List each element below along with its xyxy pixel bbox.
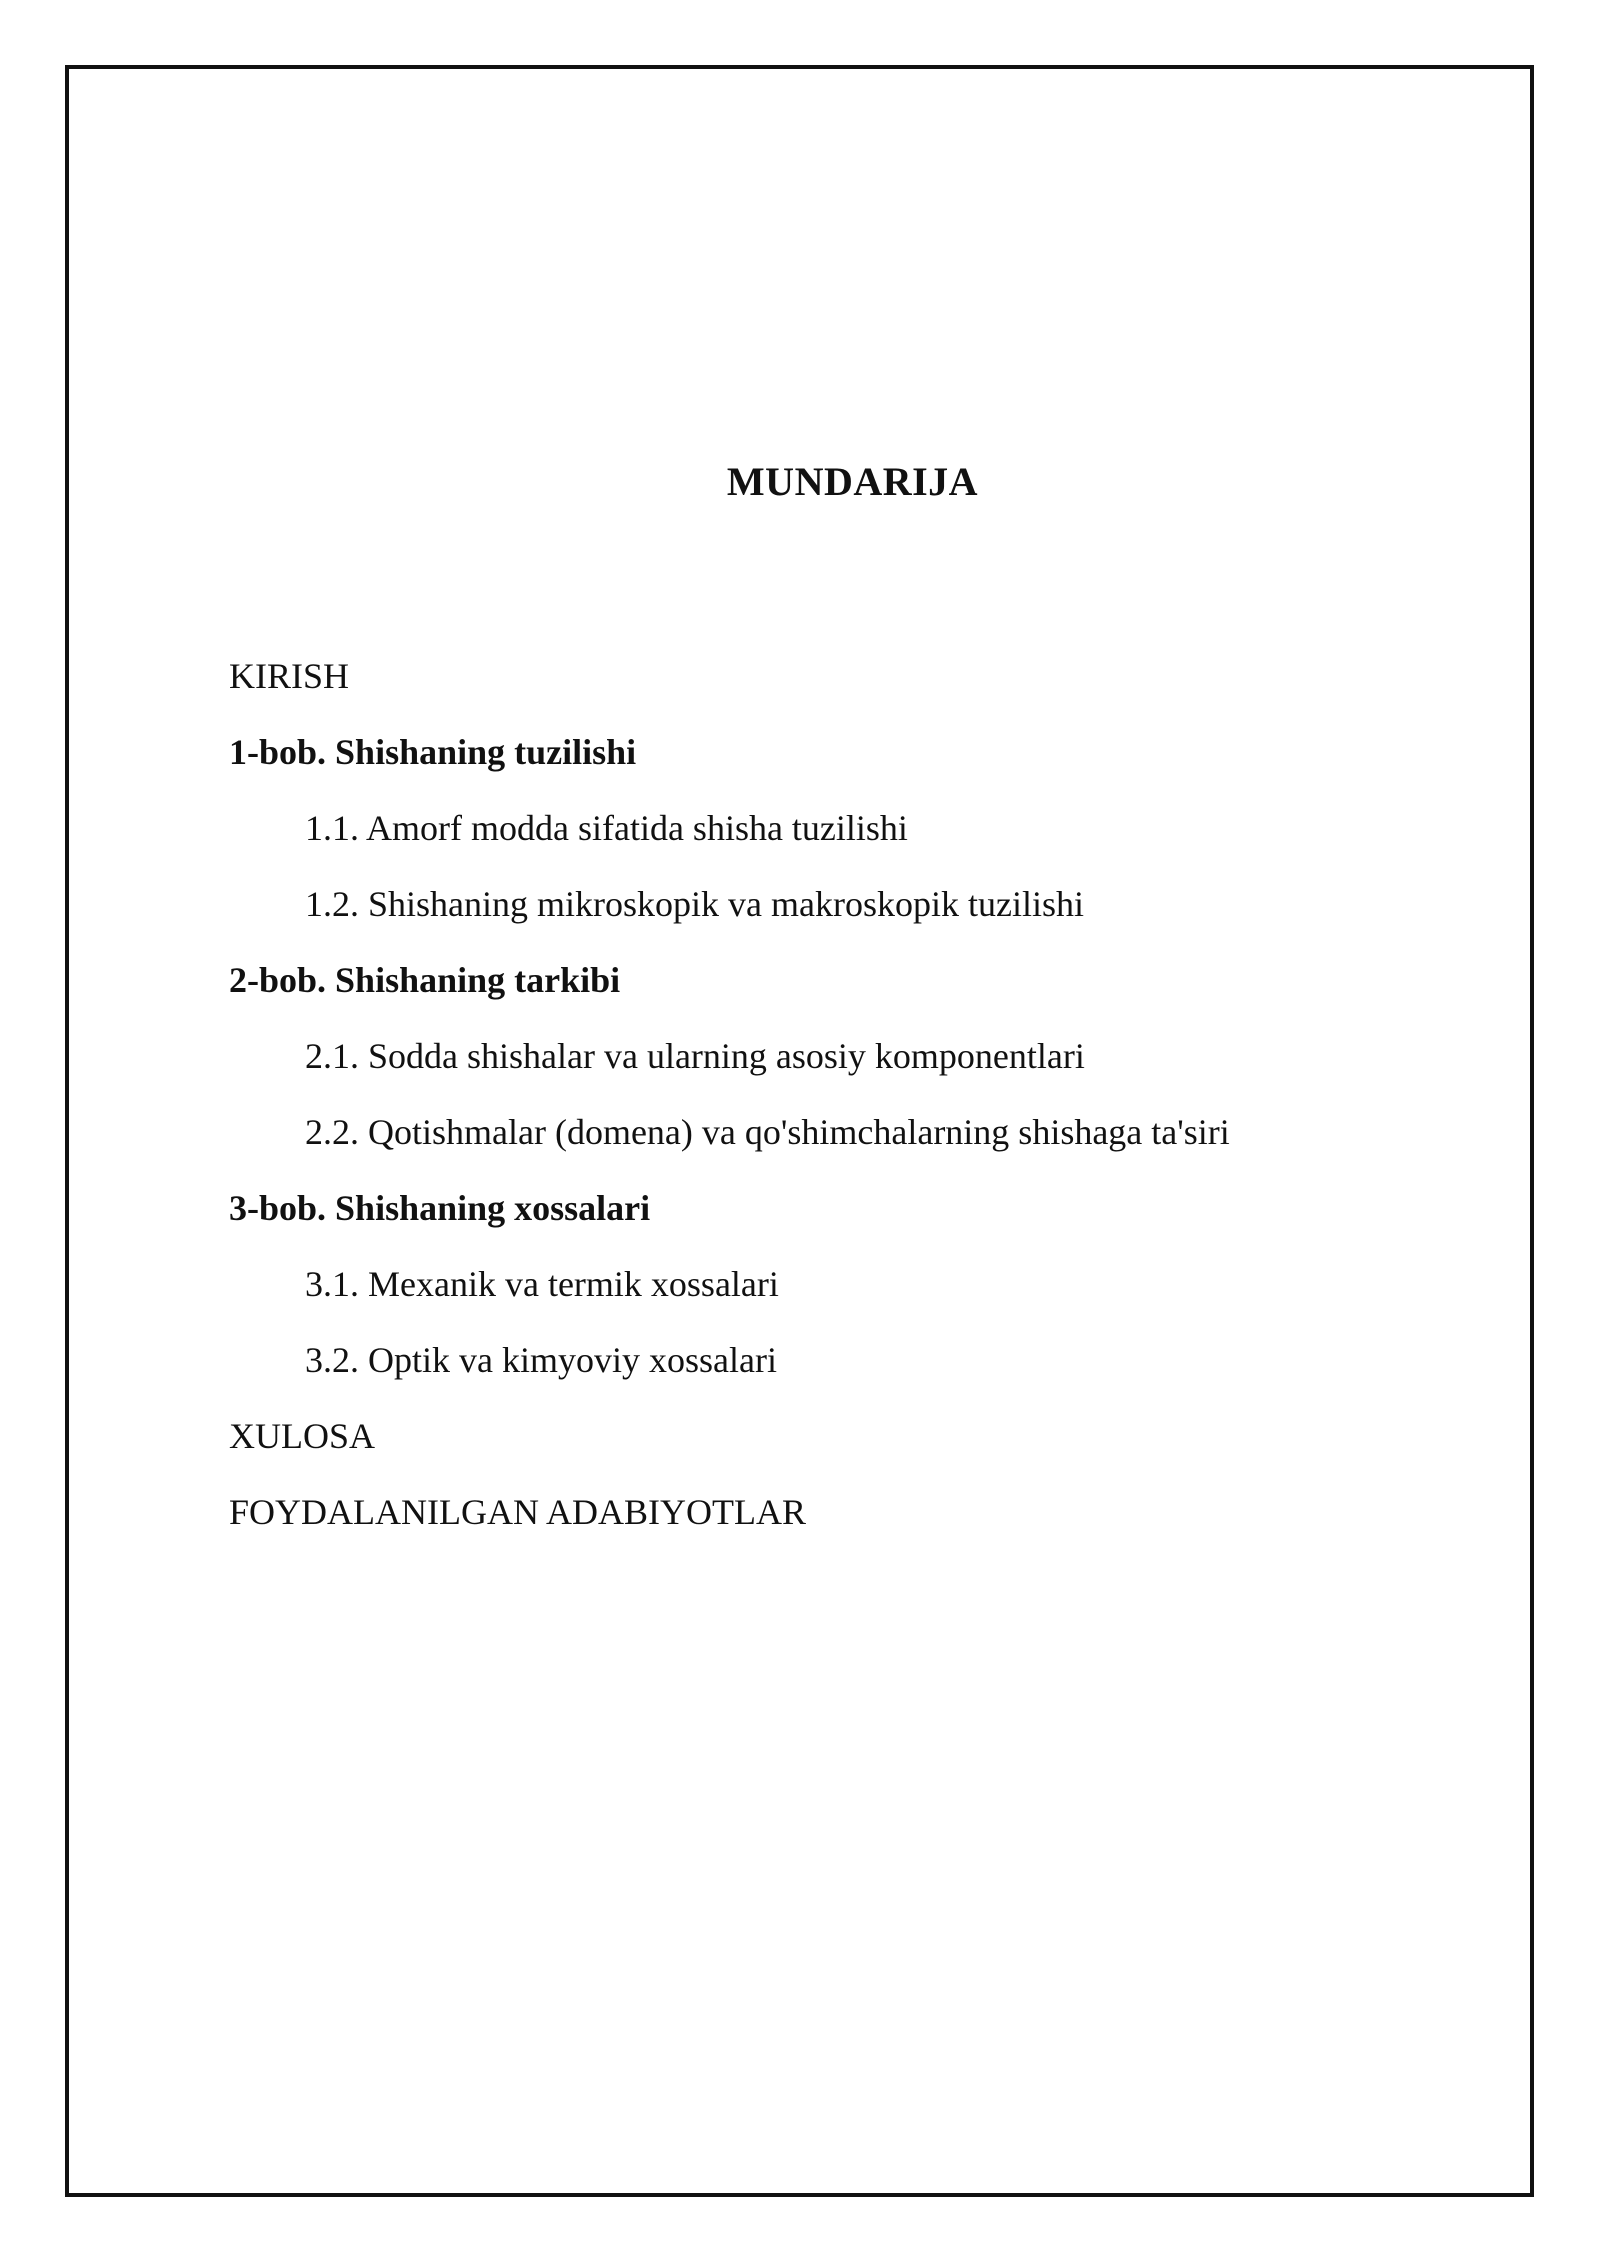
- toc-section-1-1: 1.1. Amorf modda sifatida shisha tuzilishi: [305, 808, 908, 848]
- table-of-contents: [229, 638, 1230, 1550]
- toc-section-2-2: 2.2. Qotishmalar (domena) va qo'shimchalarning shishaga ta'siri: [305, 1112, 1230, 1152]
- toc-entry-kirish: KIRISH: [229, 656, 350, 696]
- toc-section-3-1: 3.1. Mexanik va termik xossalari: [305, 1264, 779, 1304]
- toc-entry-xulosa: XULOSA: [229, 1416, 376, 1456]
- toc-section-3-2: 3.2. Optik va kimyoviy xossalari: [305, 1340, 777, 1380]
- toc-chapter-2: 2-bob. Shishaning tarkibi: [229, 960, 621, 1000]
- toc-entry-references: FOYDALANILGAN ADABIYOTLAR: [229, 1492, 806, 1532]
- toc-chapter-3: 3-bob. Shishaning xossalari: [229, 1188, 651, 1228]
- toc-chapter-1: 1-bob. Shishaning tuzilishi: [229, 732, 637, 772]
- toc-section-2-1: 2.1. Sodda shishalar va ularning asosiy komponentlari: [305, 1036, 1085, 1076]
- page-title: MUNDARIJA: [726, 459, 979, 504]
- toc-section-1-2: 1.2. Shishaning mikroskopik va makroskopik tuzilishi: [305, 884, 1084, 924]
